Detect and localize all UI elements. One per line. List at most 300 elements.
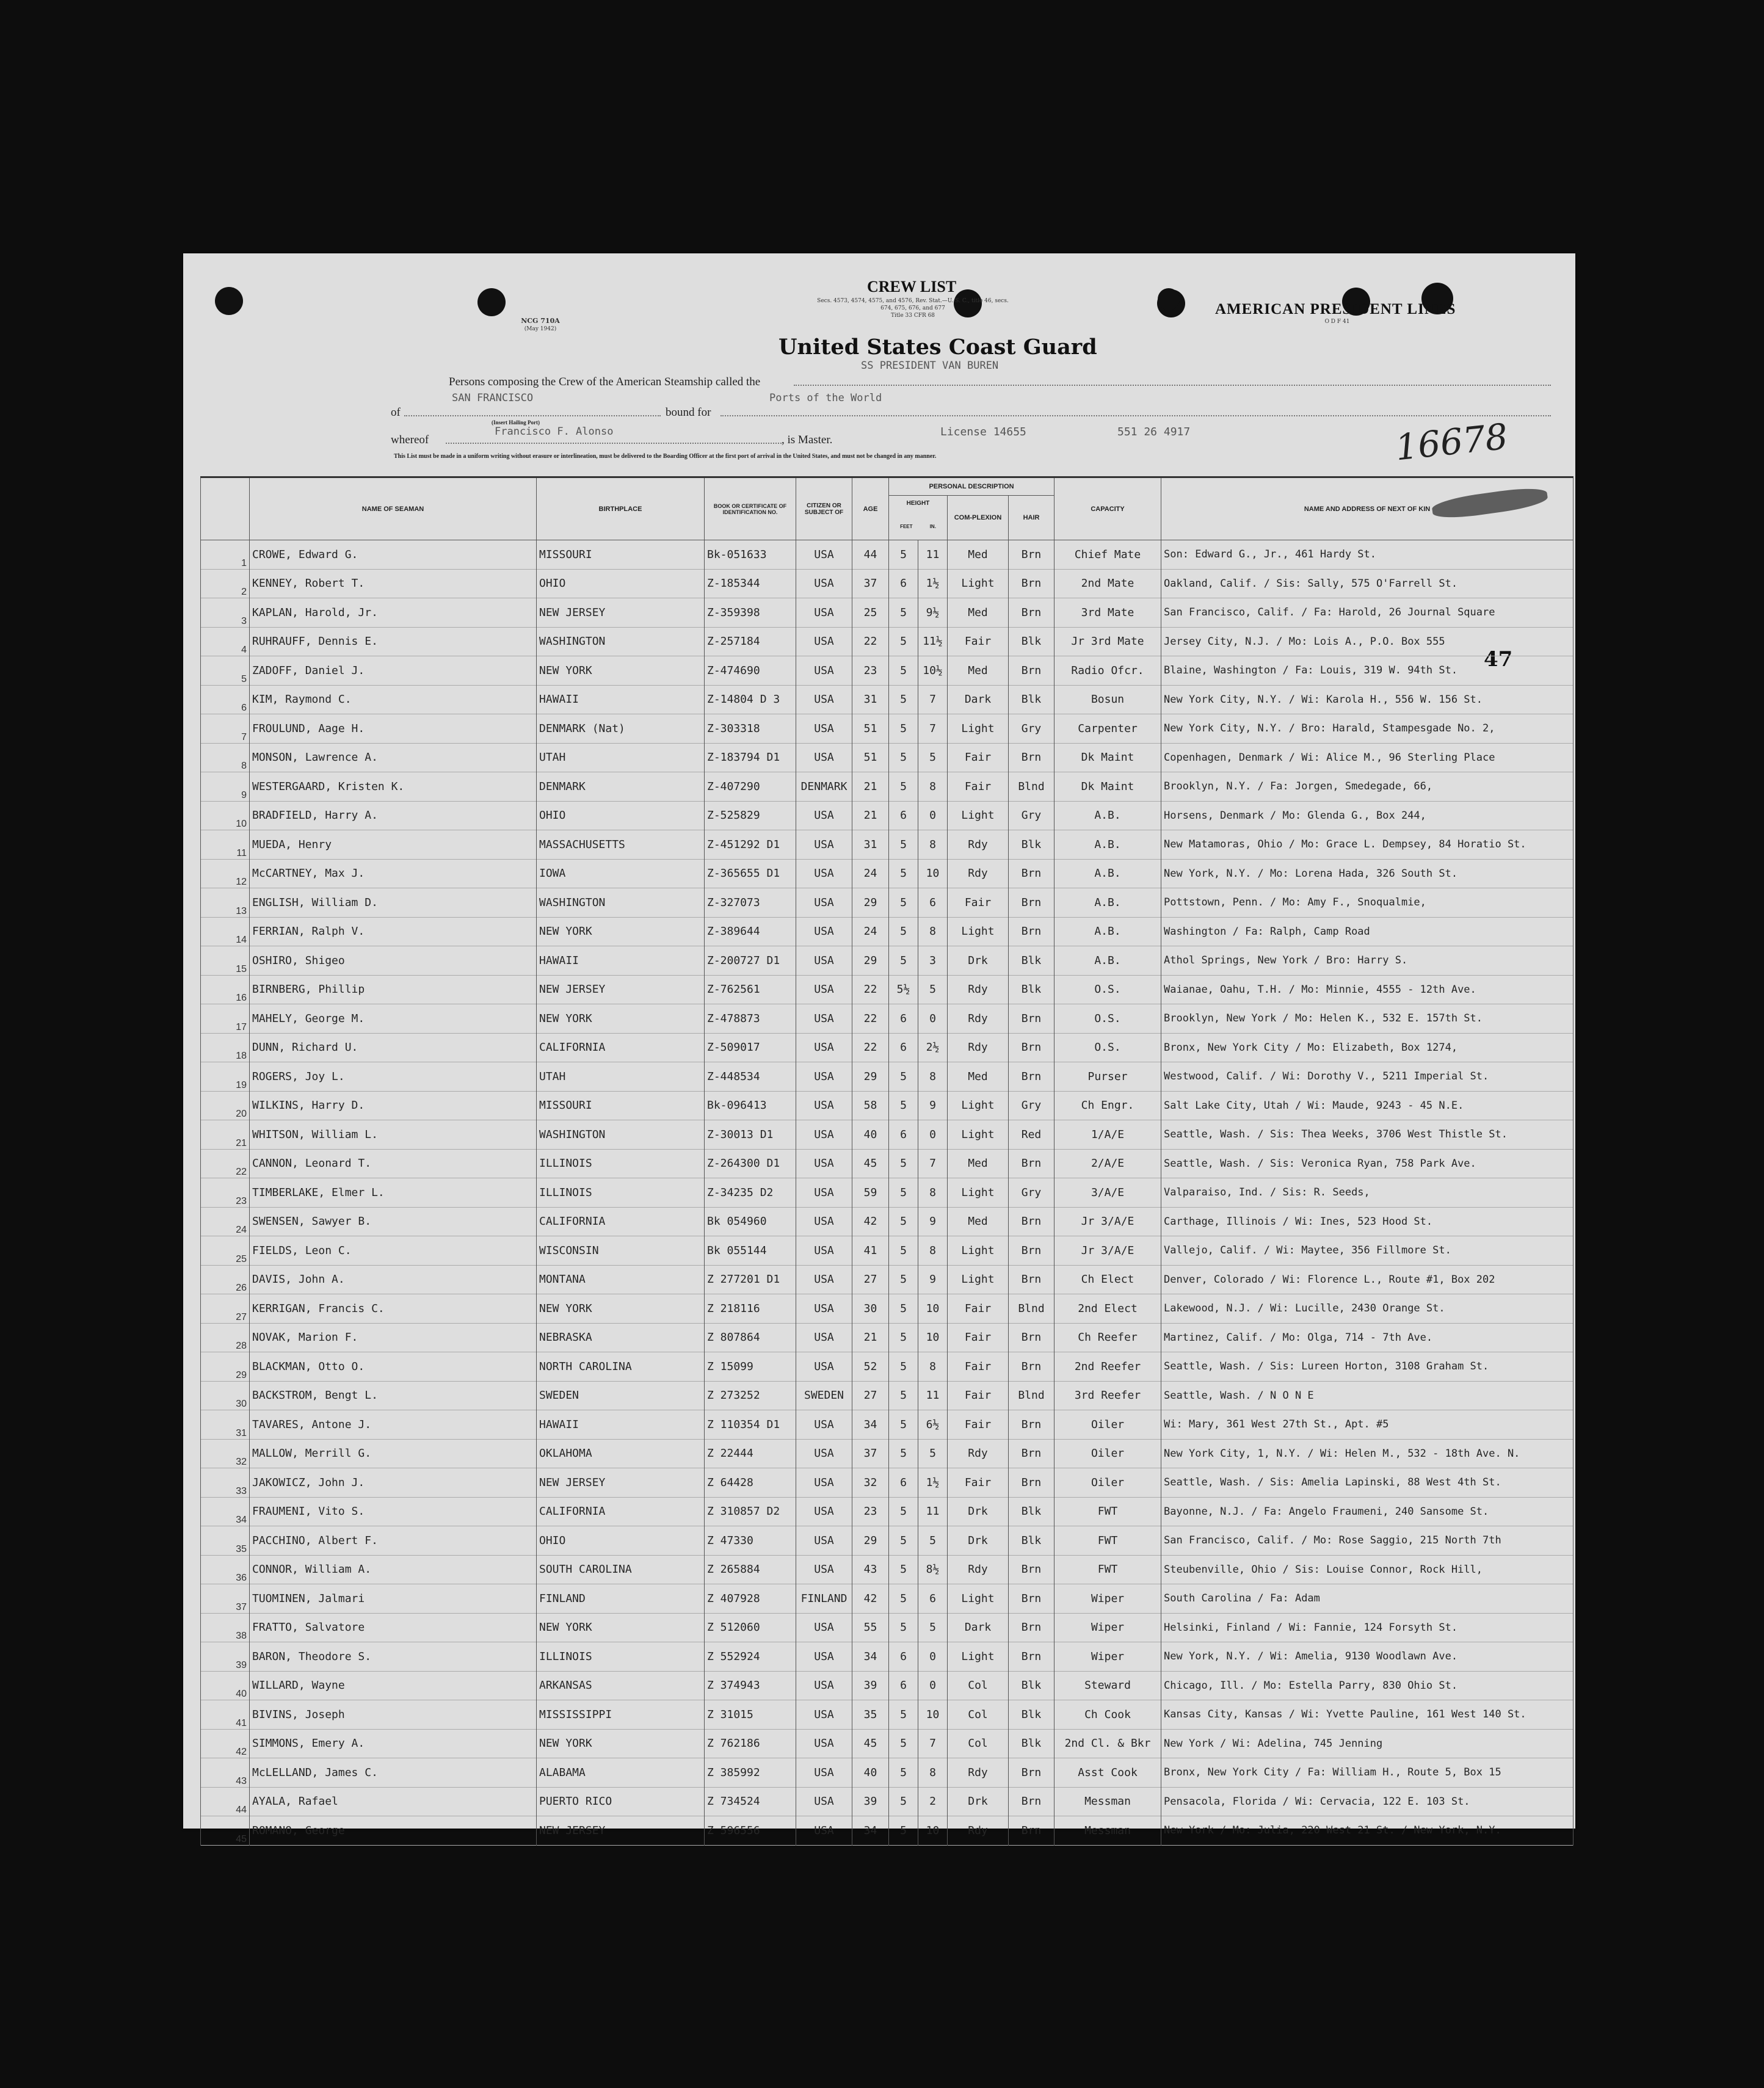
seaman-name: BLACKMAN, Otto O. xyxy=(250,1352,537,1382)
hair-color: Brn xyxy=(1009,1207,1054,1236)
table-row xyxy=(201,1004,1573,1034)
capacity: Radio Ofcr. xyxy=(1054,656,1161,686)
book-number: Z 310857 D2 xyxy=(705,1497,796,1526)
table-row xyxy=(201,1149,1573,1178)
birthplace: ILLINOIS xyxy=(537,1642,705,1672)
hair-color: Brn xyxy=(1009,1555,1054,1584)
age: 43 xyxy=(852,1555,889,1584)
company-stamp-sub: O D F 41 xyxy=(1324,319,1350,325)
capacity: FWT xyxy=(1054,1555,1161,1584)
age: 22 xyxy=(852,1004,889,1034)
birthplace: CALIFORNIA xyxy=(537,1033,705,1062)
hair-color: Blk xyxy=(1009,685,1054,714)
height-inches: 5 xyxy=(918,1613,948,1642)
age: 59 xyxy=(852,1178,889,1208)
row-number: 42 xyxy=(201,1729,250,1758)
height-inches: 11 xyxy=(918,1497,948,1526)
row-number: 45 xyxy=(201,1816,250,1846)
height-feet: 5 xyxy=(889,888,918,918)
table-row xyxy=(201,946,1573,976)
age: 29 xyxy=(852,946,889,976)
age: 44 xyxy=(852,540,889,570)
capacity: O.S. xyxy=(1054,1033,1161,1062)
complexion: Rdy xyxy=(948,1758,1009,1788)
height-inches: 8 xyxy=(918,1758,948,1788)
seaman-name: ROMANO, George xyxy=(250,1816,537,1846)
citizenship: USA xyxy=(796,1613,852,1642)
row-number: 15 xyxy=(201,946,250,976)
citizenship: USA xyxy=(796,830,852,860)
height-inches: 8 xyxy=(918,917,948,946)
capacity: Oiler xyxy=(1054,1410,1161,1440)
hair-color: Brn xyxy=(1009,1410,1054,1440)
height-feet: 5 xyxy=(889,1381,918,1410)
hair-color: Brn xyxy=(1009,1062,1054,1092)
table-row xyxy=(201,1323,1573,1352)
birthplace: ILLINOIS xyxy=(537,1149,705,1178)
book-number: Z-257184 xyxy=(705,627,796,656)
book-number: Bk 054960 xyxy=(705,1207,796,1236)
hair-color: Brn xyxy=(1009,1149,1054,1178)
height-feet: 5½ xyxy=(889,975,918,1004)
age: 42 xyxy=(852,1207,889,1236)
row-number: 31 xyxy=(201,1410,250,1440)
height-feet: 6 xyxy=(889,1642,918,1672)
age: 39 xyxy=(852,1671,889,1700)
seaman-name: BRADFIELD, Harry A. xyxy=(250,801,537,830)
birthplace: WASHINGTON xyxy=(537,888,705,918)
dotted-rule xyxy=(794,385,1551,386)
master-name: Francisco F. Alonso xyxy=(495,426,614,438)
seaman-name: WHITSON, William L. xyxy=(250,1120,537,1150)
height-inches: 0 xyxy=(918,1671,948,1700)
citizenship: USA xyxy=(796,685,852,714)
age: 30 xyxy=(852,1294,889,1324)
hair-color: Gry xyxy=(1009,801,1054,830)
height-inches: 8 xyxy=(918,772,948,802)
capacity: Jr 3rd Mate xyxy=(1054,627,1161,656)
height-inches: 9½ xyxy=(918,598,948,628)
citizenship: USA xyxy=(796,1236,852,1266)
book-number: Z-451292 D1 xyxy=(705,830,796,860)
capacity: Ch Elect xyxy=(1054,1265,1161,1294)
whereof-label: whereof xyxy=(391,433,429,446)
age: 27 xyxy=(852,1265,889,1294)
punch-hole xyxy=(215,287,243,315)
height-inches: 6 xyxy=(918,1584,948,1614)
complexion: Light xyxy=(948,714,1009,744)
birthplace: NEW YORK xyxy=(537,1729,705,1758)
citizenship: USA xyxy=(796,1207,852,1236)
next-of-kin: Bronx, New York City / Mo: Elizabeth, Box 1274, xyxy=(1161,1033,1573,1062)
next-of-kin: Oakland, Calif. / Sis: Sally, 575 O'Farrell St. xyxy=(1161,569,1573,598)
book-number: Z-34235 D2 xyxy=(705,1178,796,1208)
citizenship: USA xyxy=(796,1497,852,1526)
seaman-name: AYALA, Rafael xyxy=(250,1787,537,1816)
next-of-kin: South Carolina / Fa: Adam xyxy=(1161,1584,1573,1614)
seaman-name: McLELLAND, James C. xyxy=(250,1758,537,1788)
table-row xyxy=(201,859,1573,888)
height-feet: 6 xyxy=(889,569,918,598)
birthplace: PUERTO RICO xyxy=(537,1787,705,1816)
book-number: Bk-051633 xyxy=(705,540,796,570)
row-number: 10 xyxy=(201,801,250,830)
header-inches: IN. xyxy=(929,524,936,529)
hair-color: Gry xyxy=(1009,1178,1054,1208)
citizenship: USA xyxy=(796,1091,852,1120)
height-feet: 5 xyxy=(889,1091,918,1120)
age: 37 xyxy=(852,569,889,598)
row-number: 44 xyxy=(201,1787,250,1816)
seaman-name: WESTERGAARD, Kristen K. xyxy=(250,772,537,802)
hair-color: Blk xyxy=(1009,627,1054,656)
seaman-name: PACCHINO, Albert F. xyxy=(250,1526,537,1556)
height-feet: 5 xyxy=(889,1294,918,1324)
seaman-name: MUEDA, Henry xyxy=(250,830,537,860)
complexion: Col xyxy=(948,1700,1009,1730)
hair-color: Brn xyxy=(1009,1004,1054,1034)
table-row xyxy=(201,598,1573,628)
book-number: Z-14804 D 3 xyxy=(705,685,796,714)
row-number: 33 xyxy=(201,1468,250,1498)
citizenship: USA xyxy=(796,917,852,946)
height-inches: 11½ xyxy=(918,627,948,656)
height-inches: 8 xyxy=(918,1178,948,1208)
hair-color: Brn xyxy=(1009,859,1054,888)
height-feet: 6 xyxy=(889,1120,918,1150)
birthplace: NORTH CAROLINA xyxy=(537,1352,705,1382)
row-number: 20 xyxy=(201,1091,250,1120)
capacity: Ch Engr. xyxy=(1054,1091,1161,1120)
row-number: 27 xyxy=(201,1294,250,1324)
height-inches: 10 xyxy=(918,1816,948,1846)
height-inches: 0 xyxy=(918,1642,948,1672)
table-row xyxy=(201,1642,1573,1672)
book-number: Z 265884 xyxy=(705,1555,796,1584)
age: 29 xyxy=(852,1062,889,1092)
table-row xyxy=(201,1526,1573,1556)
seaman-name: KENNEY, Robert T. xyxy=(250,569,537,598)
citizenship: USA xyxy=(796,569,852,598)
capacity: Messman xyxy=(1054,1787,1161,1816)
height-inches: 8 xyxy=(918,830,948,860)
citizenship: USA xyxy=(796,1816,852,1846)
complexion: Drk xyxy=(948,1497,1009,1526)
table-row xyxy=(201,1758,1573,1788)
complexion: Rdy xyxy=(948,1816,1009,1846)
height-inches: 1½ xyxy=(918,1468,948,1498)
height-feet: 5 xyxy=(889,1236,918,1266)
row-number: 7 xyxy=(201,714,250,744)
seaman-name: KERRIGAN, Francis C. xyxy=(250,1294,537,1324)
row-number: 40 xyxy=(201,1671,250,1700)
birthplace: OHIO xyxy=(537,569,705,598)
height-feet: 5 xyxy=(889,1410,918,1440)
book-number: Z 512060 xyxy=(705,1613,796,1642)
row-number: 12 xyxy=(201,859,250,888)
seaman-name: CANNON, Leonard T. xyxy=(250,1149,537,1178)
table-row xyxy=(201,1584,1573,1614)
birthplace: ILLINOIS xyxy=(537,1178,705,1208)
next-of-kin: New York, N.Y. / Wi: Amelia, 9130 Woodlawn Ave. xyxy=(1161,1642,1573,1672)
complexion: Dark xyxy=(948,1613,1009,1642)
age: 37 xyxy=(852,1439,889,1468)
complexion: Rdy xyxy=(948,1555,1009,1584)
hair-color: Blk xyxy=(1009,1729,1054,1758)
hair-color: Blk xyxy=(1009,830,1054,860)
next-of-kin: Waianae, Oahu, T.H. / Mo: Minnie, 4555 - 12th Ave. xyxy=(1161,975,1573,1004)
age: 24 xyxy=(852,917,889,946)
book-number: Z 110354 D1 xyxy=(705,1410,796,1440)
row-number: 28 xyxy=(201,1323,250,1352)
book-number: Z-365655 D1 xyxy=(705,859,796,888)
height-inches: 5 xyxy=(918,743,948,772)
height-inches: 8 xyxy=(918,1062,948,1092)
table-row xyxy=(201,1439,1573,1468)
table-row xyxy=(201,1468,1573,1498)
table-row xyxy=(201,1033,1573,1062)
seaman-name: FERRIAN, Ralph V. xyxy=(250,917,537,946)
table-header-row xyxy=(201,477,1573,496)
height-feet: 5 xyxy=(889,540,918,570)
birthplace: MISSISSIPPI xyxy=(537,1700,705,1730)
next-of-kin: Steubenville, Ohio / Sis: Louise Connor, Rock Hill, xyxy=(1161,1555,1573,1584)
header-feet: FEET xyxy=(900,524,913,529)
next-of-kin: New York, N.Y. / Mo: Lorena Hada, 326 South St. xyxy=(1161,859,1573,888)
hair-color: Brn xyxy=(1009,1816,1054,1846)
table-row xyxy=(201,1062,1573,1092)
citizenship: USA xyxy=(796,1120,852,1150)
height-feet: 5 xyxy=(889,946,918,976)
capacity: Wiper xyxy=(1054,1642,1161,1672)
header-hair: HAIR xyxy=(1009,496,1054,540)
capacity: Chief Mate xyxy=(1054,540,1161,570)
table-row xyxy=(201,1294,1573,1324)
age: 31 xyxy=(852,830,889,860)
height-feet: 5 xyxy=(889,1265,918,1294)
capacity: Wiper xyxy=(1054,1584,1161,1614)
capacity: 2nd Mate xyxy=(1054,569,1161,598)
birthplace: OHIO xyxy=(537,1526,705,1556)
instruction-note: This List must be made in a uniform writing without erasure or interlineation, must be delivered to the Boarding Officer at the first port of arrival in the United States, and must not be changed in any manner. xyxy=(394,453,937,460)
capacity: Ch Cook xyxy=(1054,1700,1161,1730)
height-feet: 5 xyxy=(889,1439,918,1468)
book-number: Z-762561 xyxy=(705,975,796,1004)
birthplace: OHIO xyxy=(537,801,705,830)
age: 22 xyxy=(852,1033,889,1062)
seaman-name: SWENSEN, Sawyer B. xyxy=(250,1207,537,1236)
complexion: Fair xyxy=(948,743,1009,772)
row-number: 24 xyxy=(201,1207,250,1236)
seaman-name: FRAUMENI, Vito S. xyxy=(250,1497,537,1526)
book-number: Z 374943 xyxy=(705,1671,796,1700)
height-inches: 8 xyxy=(918,1352,948,1382)
height-feet: 6 xyxy=(889,1004,918,1034)
birthplace: MISSOURI xyxy=(537,1091,705,1120)
height-inches: 7 xyxy=(918,714,948,744)
birthplace: WASHINGTON xyxy=(537,1120,705,1150)
dotted-rule xyxy=(446,443,782,444)
table-row xyxy=(201,1671,1573,1700)
hair-color: Brn xyxy=(1009,598,1054,628)
complexion: Fair xyxy=(948,1410,1009,1440)
age: 34 xyxy=(852,1410,889,1440)
complexion: Light xyxy=(948,917,1009,946)
height-inches: 10 xyxy=(918,859,948,888)
age: 24 xyxy=(852,859,889,888)
age: 51 xyxy=(852,743,889,772)
hair-color: Blk xyxy=(1009,975,1054,1004)
book-number: Z 64428 xyxy=(705,1468,796,1498)
table-row xyxy=(201,772,1573,802)
citizenship: USA xyxy=(796,801,852,830)
table-row xyxy=(201,656,1573,686)
citizenship: SWEDEN xyxy=(796,1381,852,1410)
citizenship: USA xyxy=(796,1526,852,1556)
age: 55 xyxy=(852,1613,889,1642)
citizenship: USA xyxy=(796,1004,852,1034)
seaman-name: FIELDS, Leon C. xyxy=(250,1236,537,1266)
seaman-name: BIVINS, Joseph xyxy=(250,1700,537,1730)
complexion: Med xyxy=(948,598,1009,628)
age: 21 xyxy=(852,801,889,830)
height-feet: 5 xyxy=(889,1062,918,1092)
next-of-kin: Vallejo, Calif. / Wi: Maytee, 356 Fillmore St. xyxy=(1161,1236,1573,1266)
height-inches: 10 xyxy=(918,1700,948,1730)
capacity: 3/A/E xyxy=(1054,1178,1161,1208)
book-number: Z-525829 xyxy=(705,801,796,830)
next-of-kin: Athol Springs, New York / Bro: Harry S. xyxy=(1161,946,1573,976)
complexion: Fair xyxy=(948,1323,1009,1352)
seaman-name: FRATTO, Salvatore xyxy=(250,1613,537,1642)
seaman-name: MAHELY, George M. xyxy=(250,1004,537,1034)
hair-color: Brn xyxy=(1009,917,1054,946)
next-of-kin: Brooklyn, N.Y. / Fa: Jorgen, Smedegade, 66, xyxy=(1161,772,1573,802)
complexion: Light xyxy=(948,1120,1009,1150)
book-number: Z-303318 xyxy=(705,714,796,744)
age: 40 xyxy=(852,1758,889,1788)
birthplace: NEW JERSEY xyxy=(537,1816,705,1846)
capacity: O.S. xyxy=(1054,1004,1161,1034)
header-capacity: CAPACITY xyxy=(1054,477,1161,540)
capacity: 3rd Reefer xyxy=(1054,1381,1161,1410)
age: 45 xyxy=(852,1149,889,1178)
dotted-rule xyxy=(404,415,661,416)
next-of-kin: Seattle, Wash. / Sis: Veronica Ryan, 758 Park Ave. xyxy=(1161,1149,1573,1178)
hair-color: Red xyxy=(1009,1120,1054,1150)
header-height-label: HEIGHT xyxy=(906,500,930,507)
next-of-kin: Wi: Mary, 361 West 27th St., Apt. #5 xyxy=(1161,1410,1573,1440)
age: 21 xyxy=(852,772,889,802)
age: 45 xyxy=(852,1729,889,1758)
citizenship: USA xyxy=(796,1178,852,1208)
header-citizen: CITIZEN OR SUBJECT OF xyxy=(796,477,852,540)
of-label: of xyxy=(391,406,401,419)
height-inches: 5 xyxy=(918,1526,948,1556)
seaman-name: OSHIRO, Shigeo xyxy=(250,946,537,976)
hair-color: Blk xyxy=(1009,1700,1054,1730)
complexion: Light xyxy=(948,1642,1009,1672)
capacity: Purser xyxy=(1054,1062,1161,1092)
height-inches: 9 xyxy=(918,1207,948,1236)
height-feet: 6 xyxy=(889,1033,918,1062)
page-number: 47 xyxy=(1484,647,1513,672)
dotted-rule xyxy=(720,415,1551,416)
age: 34 xyxy=(852,1642,889,1672)
height-feet: 5 xyxy=(889,656,918,686)
row-number: 17 xyxy=(201,1004,250,1034)
citizenship: USA xyxy=(796,714,852,744)
complexion: Fair xyxy=(948,1381,1009,1410)
master-license: License 14655 xyxy=(940,426,1026,438)
hair-color: Gry xyxy=(1009,1091,1054,1120)
hair-color: Blk xyxy=(1009,1671,1054,1700)
row-number: 3 xyxy=(201,598,250,628)
hair-color: Brn xyxy=(1009,1323,1054,1352)
birthplace: HAWAII xyxy=(537,1410,705,1440)
complexion: Light xyxy=(948,1236,1009,1266)
capacity: O.S. xyxy=(1054,975,1161,1004)
complexion: Rdy xyxy=(948,1033,1009,1062)
book-number: Z-30013 D1 xyxy=(705,1120,796,1150)
complexion: Med xyxy=(948,540,1009,570)
birthplace: UTAH xyxy=(537,1062,705,1092)
complexion: Col xyxy=(948,1729,1009,1758)
complexion: Fair xyxy=(948,1468,1009,1498)
capacity: 2nd Reefer xyxy=(1054,1352,1161,1382)
age: 23 xyxy=(852,656,889,686)
height-inches: 6½ xyxy=(918,1410,948,1440)
row-number: 36 xyxy=(201,1555,250,1584)
birthplace: NEW YORK xyxy=(537,656,705,686)
next-of-kin: Westwood, Calif. / Wi: Dorothy V., 5211 Imperial St. xyxy=(1161,1062,1573,1092)
height-feet: 5 xyxy=(889,685,918,714)
complexion: Fair xyxy=(948,888,1009,918)
agency-title: United States Coast Guard xyxy=(779,335,1097,360)
age: 25 xyxy=(852,598,889,628)
birthplace: OKLAHOMA xyxy=(537,1439,705,1468)
height-feet: 5 xyxy=(889,1323,918,1352)
complexion: Drk xyxy=(948,946,1009,976)
citizenship: USA xyxy=(796,1062,852,1092)
age: 58 xyxy=(852,1091,889,1120)
book-number: Z 385992 xyxy=(705,1758,796,1788)
height-feet: 5 xyxy=(889,1613,918,1642)
book-number: Z-264300 D1 xyxy=(705,1149,796,1178)
height-feet: 5 xyxy=(889,1758,918,1788)
complexion: Rdy xyxy=(948,975,1009,1004)
row-number: 39 xyxy=(201,1642,250,1672)
header-name: NAME OF SEAMAN xyxy=(250,477,537,540)
age: 29 xyxy=(852,888,889,918)
next-of-kin: Jersey City, N.J. / Mo: Lois A., P.O. Box 555 xyxy=(1161,627,1573,656)
book-number: Z 15099 xyxy=(705,1352,796,1382)
hair-color: Brn xyxy=(1009,1265,1054,1294)
next-of-kin: Seattle, Wash. / Sis: Amelia Lapinski, 88 West 4th St. xyxy=(1161,1468,1573,1498)
citizenship: USA xyxy=(796,1729,852,1758)
citizenship: USA xyxy=(796,1642,852,1672)
punch-hole xyxy=(1158,288,1180,310)
height-feet: 5 xyxy=(889,627,918,656)
book-number: Z-200727 D1 xyxy=(705,946,796,976)
complexion: Fair xyxy=(948,1294,1009,1324)
row-number: 37 xyxy=(201,1584,250,1614)
height-feet: 5 xyxy=(889,714,918,744)
citizenship: USA xyxy=(796,1787,852,1816)
height-feet: 5 xyxy=(889,1729,918,1758)
capacity: Steward xyxy=(1054,1671,1161,1700)
table-row xyxy=(201,1787,1573,1816)
